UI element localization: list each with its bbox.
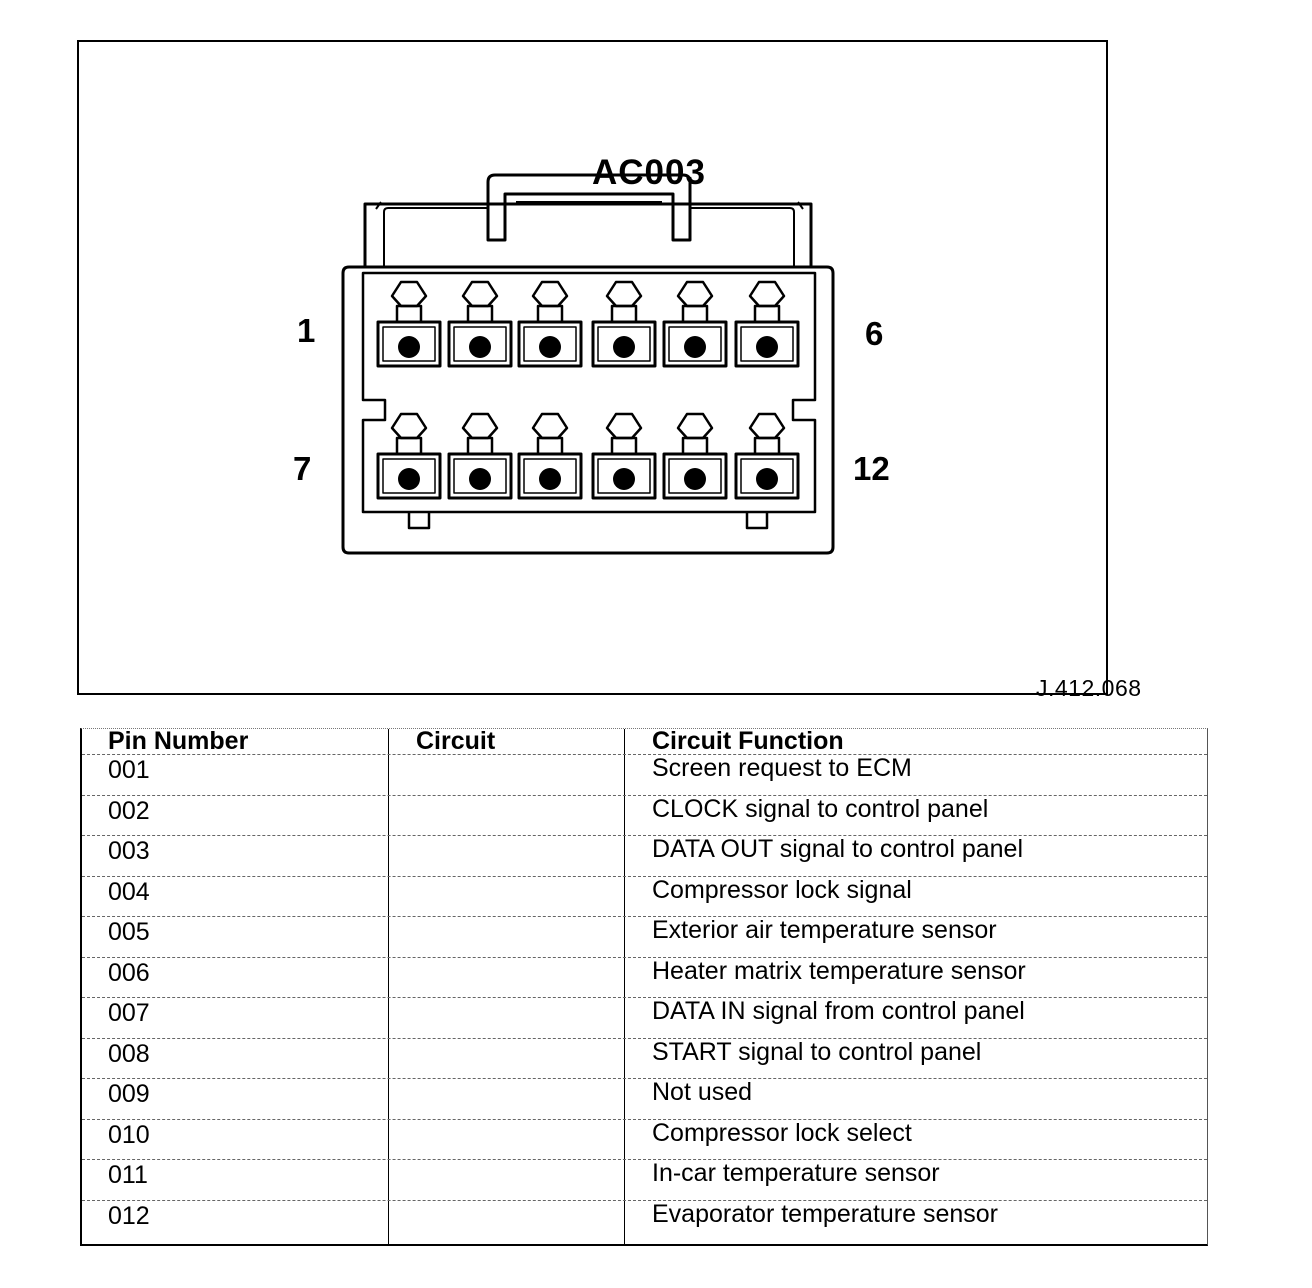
pin-number-cell: 009	[108, 1080, 150, 1108]
row-divider	[82, 1078, 1207, 1079]
row-divider	[82, 997, 1207, 998]
pin-label-bottom-right: 12	[853, 450, 890, 487]
pin-terminal-1	[378, 282, 440, 366]
connector-top-band	[365, 204, 811, 267]
pin-number-cell: 006	[108, 958, 150, 987]
circuit-function-cell: Compressor lock signal	[652, 875, 912, 904]
circuit-function-cell: DATA IN signal from control panel	[652, 997, 1025, 1025]
circuit-function-cell: START signal to control panel	[652, 1037, 982, 1066]
pin-terminal-2	[449, 282, 511, 366]
pin-number-cell: 008	[108, 1039, 150, 1068]
header-circuit-function: Circuit Function	[652, 727, 844, 755]
pin-terminal-9	[519, 414, 581, 498]
pin-label-top-right: 6	[865, 315, 884, 352]
row-divider	[82, 916, 1207, 917]
circuit-function-cell: Compressor lock select	[652, 1118, 912, 1147]
row-divider	[82, 1200, 1207, 1201]
header-circuit: Circuit	[416, 727, 496, 755]
pin-terminal-4	[593, 282, 655, 366]
pin-label-bottom-left: 7	[293, 450, 312, 487]
pin-terminal-5	[664, 282, 726, 366]
pin-terminal-3	[519, 282, 581, 366]
circuit-function-cell: Evaporator temperature sensor	[652, 1199, 999, 1228]
connector-cavity	[363, 273, 815, 512]
row-divider	[82, 835, 1207, 836]
diagram-reference-code: J.412.068	[1036, 675, 1142, 701]
pin-terminal-group	[378, 282, 798, 498]
row-divider	[82, 957, 1207, 958]
pin-number-cell: 012	[108, 1201, 150, 1230]
circuit-function-cell: Not used	[652, 1078, 753, 1106]
circuit-function-cell: Heater matrix temperature sensor	[652, 956, 1026, 985]
row-divider	[82, 1119, 1207, 1120]
pin-number-cell: 004	[108, 877, 150, 906]
circuit-function-cell: Screen request to ECM	[652, 754, 912, 782]
pin-number-cell: 005	[108, 918, 150, 946]
row-divider	[82, 1038, 1207, 1039]
pin-label-top-left: 1	[297, 312, 316, 349]
pin-terminal-7	[378, 414, 440, 498]
column-divider	[388, 729, 389, 1244]
row-divider	[82, 795, 1207, 796]
pin-number-cell: 001	[108, 756, 150, 784]
connector-body	[343, 267, 833, 553]
connector-id-label: AC003	[592, 153, 706, 192]
row-divider	[82, 754, 1207, 755]
connector-diagram-panel	[77, 40, 1142, 701]
pin-terminal-8	[449, 414, 511, 498]
pin-terminal-12	[736, 414, 798, 498]
circuit-function-cell: In-car temperature sensor	[652, 1159, 940, 1187]
pin-terminal-11	[664, 414, 726, 498]
pin-terminal-10	[593, 414, 655, 498]
pin-number-cell: 007	[108, 999, 150, 1027]
circuit-function-cell: Exterior air temperature sensor	[652, 916, 997, 944]
pin-number-cell: 010	[108, 1120, 150, 1149]
circuit-function-cell: CLOCK signal to control panel	[652, 794, 989, 823]
row-divider	[82, 1159, 1207, 1160]
pin-terminal-6	[736, 282, 798, 366]
connector-face-drawing	[79, 42, 1110, 697]
header-pin-number: Pin Number	[108, 727, 249, 755]
pin-number-cell: 003	[108, 837, 150, 865]
pin-function-table	[80, 728, 1208, 1246]
column-divider	[624, 729, 625, 1244]
pin-number-cell: 011	[108, 1161, 148, 1189]
row-divider	[82, 876, 1207, 877]
pin-number-cell: 002	[108, 796, 150, 825]
circuit-function-cell: DATA OUT signal to control panel	[652, 835, 1024, 863]
